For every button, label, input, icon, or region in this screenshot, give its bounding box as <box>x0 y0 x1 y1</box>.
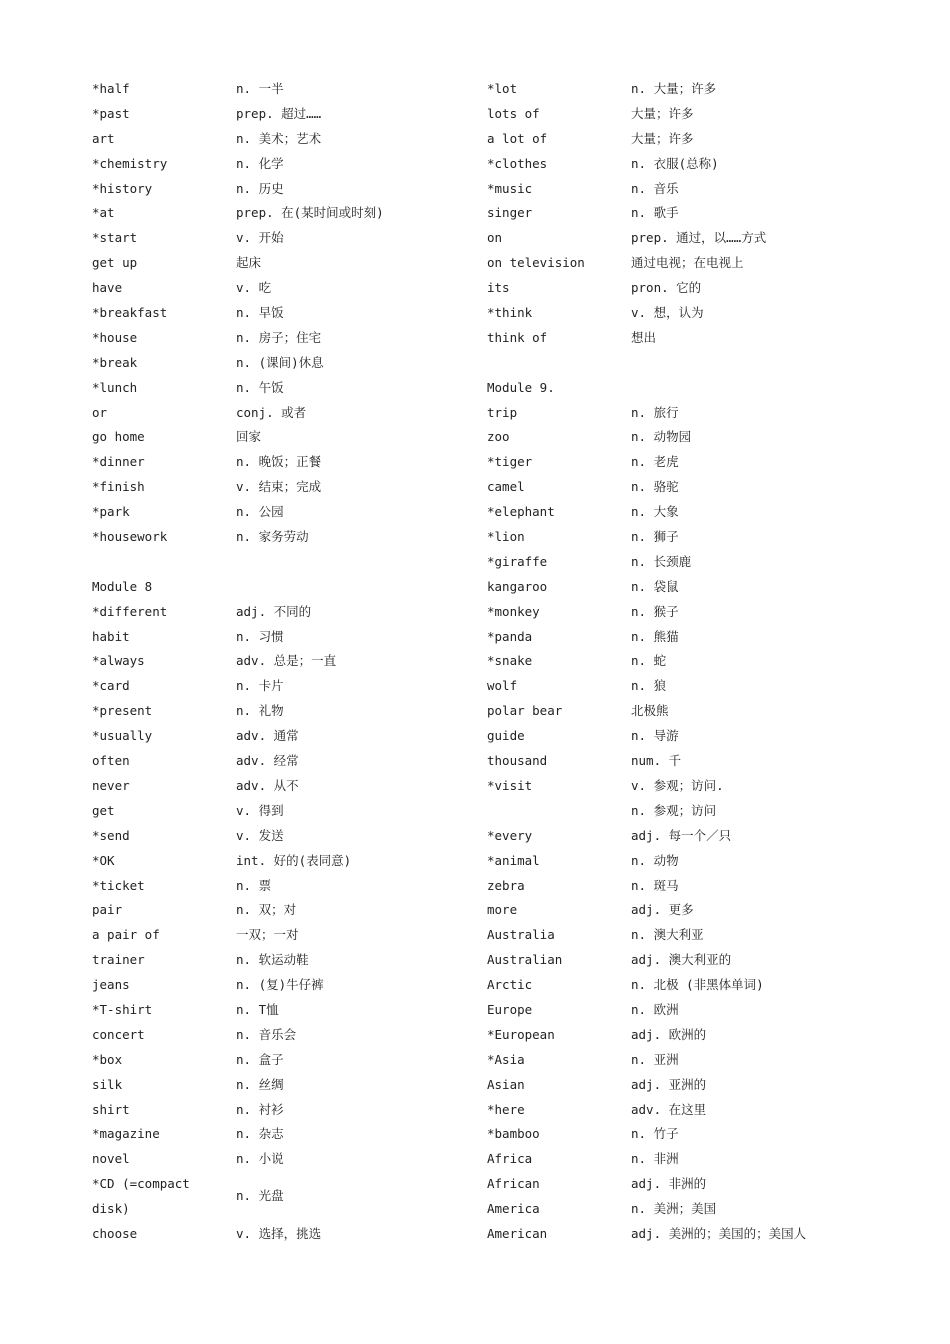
vocab-row <box>487 475 887 500</box>
vocab-definition: v. 吃 <box>236 280 272 296</box>
vocab-word: habit <box>92 628 130 644</box>
vocab-row <box>487 874 887 899</box>
vocab-definition: n. 历史 <box>236 180 284 196</box>
vocab-definition: n. 大象 <box>631 504 679 520</box>
blank-row <box>92 550 492 575</box>
vocab-definition: n. 旅行 <box>631 404 679 420</box>
vocab-word: trip <box>487 404 518 420</box>
vocab-definition: n. 卡片 <box>236 678 284 694</box>
vocab-row <box>92 1073 492 1098</box>
vocab-word: on television <box>487 255 585 271</box>
vocab-word: *elephant <box>487 504 555 520</box>
vocab-word: *send <box>92 827 130 843</box>
vocab-row <box>92 226 492 251</box>
vocab-word: think of <box>487 329 548 345</box>
vocab-definition: n. 非洲 <box>631 1151 679 1167</box>
vocab-definition: v. 想，认为 <box>631 305 704 321</box>
vocab-row <box>92 376 492 401</box>
vocab-word: Asian <box>487 1076 525 1092</box>
vocab-definition: n. 欧洲 <box>631 1001 679 1017</box>
vocab-word: have <box>92 280 123 296</box>
vocab-row <box>487 201 887 226</box>
vocab-definition: n. 动物 <box>631 852 679 868</box>
vocab-row <box>487 898 887 923</box>
vocab-word: *chemistry <box>92 155 168 171</box>
vocab-definition: n. (复)牛仔裤 <box>236 977 324 993</box>
vocab-row <box>92 1172 492 1222</box>
vocab-word: more <box>487 902 518 918</box>
vocab-row <box>92 724 492 749</box>
vocab-definition: n. 化学 <box>236 155 284 171</box>
vocab-definition: prep. 超过…… <box>236 105 322 121</box>
vocab-definition: n. 亚洲 <box>631 1051 679 1067</box>
vocab-definition: n. 骆驼 <box>631 479 679 495</box>
vocab-row <box>92 152 492 177</box>
vocab-word: polar bear <box>487 703 563 719</box>
vocab-row <box>92 749 492 774</box>
vocab-row <box>487 450 887 475</box>
vocab-word: *magazine <box>92 1126 160 1142</box>
vocab-row <box>92 450 492 475</box>
vocab-definition: v. 发送 <box>236 827 284 843</box>
vocab-row <box>487 1197 887 1222</box>
vocab-word: never <box>92 777 130 793</box>
vocab-row <box>487 177 887 202</box>
vocab-word: lots of <box>487 105 540 121</box>
vocab-definition: n. 蛇 <box>631 653 667 669</box>
vocab-word: *bamboo <box>487 1126 540 1142</box>
vocab-definition: adj. 更多 <box>631 902 694 918</box>
vocab-word: *visit <box>487 777 533 793</box>
vocab-row <box>487 973 887 998</box>
vocab-word: *start <box>92 230 138 246</box>
vocab-definition: 北极熊 <box>631 703 669 719</box>
vocab-word: American <box>487 1225 548 1241</box>
vocab-definition: n. 音乐 <box>631 180 679 196</box>
vocab-row <box>92 177 492 202</box>
vocab-word: *tiger <box>487 454 533 470</box>
vocab-row <box>92 475 492 500</box>
vocab-word: *think <box>487 305 533 321</box>
vocab-row <box>487 600 887 625</box>
vocab-row <box>487 525 887 550</box>
vocab-word: *always <box>92 653 145 669</box>
vocab-row <box>487 625 887 650</box>
vocab-word: *housework <box>92 529 168 545</box>
vocab-definition: n. 斑马 <box>631 877 679 893</box>
vocab-word: choose <box>92 1225 138 1241</box>
vocab-definition: n. 票 <box>236 877 272 893</box>
vocab-definition: n. 导游 <box>631 728 679 744</box>
vocab-definition: prep. 在(某时间或时刻) <box>236 205 384 221</box>
vocab-definition: n. 长颈鹿 <box>631 553 692 569</box>
vocab-word: kangaroo <box>487 578 548 594</box>
vocab-row <box>92 649 492 674</box>
vocab-definition: n. 澳大利亚 <box>631 927 704 943</box>
vocab-row <box>487 77 887 102</box>
vocab-word: singer <box>487 205 533 221</box>
vocab-row <box>92 824 492 849</box>
vocab-definition: adj. 不同的 <box>236 603 312 619</box>
vocab-row <box>92 401 492 426</box>
vocab-word: *box <box>92 1051 123 1067</box>
vocab-word: *monkey <box>487 603 540 619</box>
vocab-definition: n. 猴子 <box>631 603 679 619</box>
vocab-word: *house <box>92 329 138 345</box>
vocab-definition: conj. 或者 <box>236 404 307 420</box>
vocab-word: *ticket <box>92 877 145 893</box>
vocab-definition: int. 好的(表同意) <box>236 852 352 868</box>
vocab-row <box>487 824 887 849</box>
vocab-row <box>487 425 887 450</box>
vocab-row <box>92 1023 492 1048</box>
vocab-word: jeans <box>92 977 130 993</box>
vocab-word: *park <box>92 504 130 520</box>
vocab-row <box>92 1122 492 1147</box>
vocab-row <box>92 600 492 625</box>
vocab-definition: n. (课间)休息 <box>236 354 324 370</box>
vocab-word: *present <box>92 703 153 719</box>
vocab-row <box>487 799 887 824</box>
vocab-row <box>92 998 492 1023</box>
vocab-word: *European <box>487 1026 555 1042</box>
vocab-row <box>487 649 887 674</box>
vocab-definition: n. 衬衫 <box>236 1101 284 1117</box>
vocab-definition: n. 公园 <box>236 504 284 520</box>
vocab-row <box>92 301 492 326</box>
vocab-definition: pron. 它的 <box>631 280 702 296</box>
vocab-word: Australia <box>487 927 555 943</box>
vocab-row <box>487 1222 887 1247</box>
vocab-word: art <box>92 130 115 146</box>
vocab-word: *breakfast <box>92 305 168 321</box>
vocab-definition: n. 家务劳动 <box>236 529 309 545</box>
vocab-word: *lot <box>487 81 518 96</box>
vocab-row <box>92 425 492 450</box>
vocab-definition: n. 歌手 <box>631 205 679 221</box>
vocab-word: concert <box>92 1026 145 1042</box>
vocab-definition: num. 千 <box>631 753 682 769</box>
vocab-definition: n. T恤 <box>236 1001 279 1017</box>
vocab-row <box>92 326 492 351</box>
vocab-definition: n. 小说 <box>236 1151 284 1167</box>
vocab-word: thousand <box>487 753 548 769</box>
vocab-row <box>92 500 492 525</box>
vocab-row <box>487 1147 887 1172</box>
vocab-row <box>487 1098 887 1123</box>
vocab-word: *different <box>92 603 168 619</box>
vocab-definition: n. 动物园 <box>631 429 692 445</box>
vocab-word: *history <box>92 180 153 196</box>
vocab-word: *here <box>487 1101 525 1117</box>
vocab-definition: adv. 从不 <box>236 777 299 793</box>
vocab-definition: adj. 每一个／只 <box>631 827 732 843</box>
vocab-definition: n. 狮子 <box>631 529 679 545</box>
vocab-definition: n. 丝绸 <box>236 1076 284 1092</box>
vocab-word: Europe <box>487 1001 533 1017</box>
vocab-row <box>92 1222 492 1247</box>
vocab-row <box>92 1048 492 1073</box>
vocab-definition: 通过电视；在电视上 <box>631 255 744 271</box>
vocab-row <box>487 276 887 301</box>
vocab-definition: n. 一半 <box>236 81 284 96</box>
vocab-word: or <box>92 404 108 420</box>
vocab-row <box>92 525 492 550</box>
vocab-definition: n. 软运动鞋 <box>236 952 309 968</box>
vocab-definition: v. 参观；访问. <box>631 777 724 793</box>
vocab-word: *clothes <box>487 155 548 171</box>
module-heading <box>487 376 887 401</box>
vocab-word: *T-shirt <box>92 1001 153 1017</box>
vocab-row <box>487 301 887 326</box>
vocab-definition: adj. 非洲的 <box>631 1176 707 1192</box>
vocab-row <box>92 948 492 973</box>
vocab-row <box>487 326 887 351</box>
vocab-word: its <box>487 280 510 296</box>
vocab-word: *animal <box>487 852 540 868</box>
vocab-row <box>487 1122 887 1147</box>
vocab-word: *usually <box>92 728 153 744</box>
vocab-word: *giraffe <box>487 553 548 569</box>
vocab-word: zoo <box>487 429 510 445</box>
vocab-word: America <box>487 1201 540 1217</box>
vocab-row <box>487 401 887 426</box>
vocab-row <box>92 799 492 824</box>
vocab-definition: n. 习惯 <box>236 628 284 644</box>
vocab-word: on <box>487 230 503 246</box>
vocab-definition: 大量；许多 <box>631 105 694 121</box>
vocab-definition: v. 开始 <box>236 230 284 246</box>
vocab-definition: adv. 总是；一直 <box>236 653 337 669</box>
vocab-row <box>487 699 887 724</box>
vocab-definition: n. 美术；艺术 <box>236 130 322 146</box>
vocab-definition: 起床 <box>236 255 262 271</box>
vocab-definition: n. 晚饭；正餐 <box>236 454 322 470</box>
vocab-word: *CD (=compact disk) <box>92 1176 190 1217</box>
vocab-definition: 想出 <box>631 329 657 345</box>
vocab-row <box>92 276 492 301</box>
vocab-definition: n. 狼 <box>631 678 667 694</box>
vocab-row <box>487 774 887 799</box>
vocab-word: a lot of <box>487 130 548 146</box>
vocab-definition: n. 房子；住宅 <box>236 329 322 345</box>
vocab-definition: n. 杂志 <box>236 1126 284 1142</box>
vocab-definition: v. 结束；完成 <box>236 479 322 495</box>
vocab-word: pair <box>92 902 123 918</box>
vocab-row <box>487 1023 887 1048</box>
vocab-definition: adv. 经常 <box>236 753 299 769</box>
vocab-row <box>487 1073 887 1098</box>
vocab-definition: n. 双；对 <box>236 902 297 918</box>
vocab-word: *lunch <box>92 379 138 395</box>
vocab-word: get up <box>92 255 138 271</box>
vocab-definition: 回家 <box>236 429 262 445</box>
vocab-row <box>487 1048 887 1073</box>
vocab-row <box>92 251 492 276</box>
vocab-definition: n. 熊猫 <box>631 628 679 644</box>
vocab-definition: n. 衣服(总称) <box>631 155 719 171</box>
vocab-row <box>487 724 887 749</box>
vocab-word: trainer <box>92 952 145 968</box>
vocab-row <box>92 1147 492 1172</box>
vocab-row <box>487 152 887 177</box>
vocab-row <box>487 674 887 699</box>
vocab-definition: n. 竹子 <box>631 1126 679 1142</box>
vocab-definition: adj. 美洲的；美国的；美国人 <box>631 1225 807 1241</box>
vocab-definition: n. 光盘 <box>236 1188 284 1204</box>
vocab-word: wolf <box>487 678 518 694</box>
vocab-row <box>92 849 492 874</box>
vocab-row <box>487 226 887 251</box>
vocab-word: *panda <box>487 628 533 644</box>
vocab-word: *lion <box>487 529 525 545</box>
vocab-word: Australian <box>487 952 563 968</box>
vocab-word: *break <box>92 354 138 370</box>
vocab-row <box>487 749 887 774</box>
vocab-row <box>92 102 492 127</box>
vocab-definition: n. 袋鼠 <box>631 578 679 594</box>
vocab-row <box>92 898 492 923</box>
vocab-word: *card <box>92 678 130 694</box>
module-title: Module 9. <box>487 379 555 395</box>
vocab-definition: n. 音乐会 <box>236 1026 297 1042</box>
vocab-word: *past <box>92 105 130 121</box>
module-title: Module 8 <box>92 578 153 594</box>
vocab-definition: n. 参观；访问 <box>631 802 717 818</box>
vocab-row <box>487 251 887 276</box>
vocab-word: go home <box>92 429 145 445</box>
vocab-row <box>92 77 492 102</box>
vocab-row <box>92 351 492 376</box>
vocab-row <box>487 500 887 525</box>
vocab-definition: n. 礼物 <box>236 703 284 719</box>
vocab-row <box>92 923 492 948</box>
vocab-row <box>92 625 492 650</box>
vocab-row <box>487 998 887 1023</box>
vocab-definition: n. 老虎 <box>631 454 679 470</box>
vocab-definition: adj. 亚洲的 <box>631 1076 707 1092</box>
vocab-row <box>92 1098 492 1123</box>
vocab-row <box>92 973 492 998</box>
vocab-definition: 一双；一对 <box>236 927 299 943</box>
vocab-row <box>487 948 887 973</box>
vocab-word: *OK <box>92 852 115 868</box>
vocab-word: *every <box>487 827 533 843</box>
vocab-row <box>92 774 492 799</box>
vocab-row <box>92 699 492 724</box>
vocab-word: *music <box>487 180 533 196</box>
vocab-row <box>487 923 887 948</box>
vocab-word: zebra <box>487 877 525 893</box>
vocab-definition: v. 选择，挑选 <box>236 1225 322 1241</box>
vocab-word: guide <box>487 728 525 744</box>
vocab-definition: adj. 欧洲的 <box>631 1026 707 1042</box>
vocab-word: silk <box>92 1076 123 1092</box>
vocab-word: Arctic <box>487 977 533 993</box>
vocab-definition: prep. 通过，以……方式 <box>631 230 767 246</box>
vocab-row <box>487 849 887 874</box>
right-column <box>487 77 887 1247</box>
vocab-row <box>487 102 887 127</box>
vocab-row <box>92 874 492 899</box>
vocab-definition: n. 午饭 <box>236 379 284 395</box>
vocab-row <box>92 674 492 699</box>
vocab-word: *at <box>92 205 115 221</box>
vocab-row <box>92 127 492 152</box>
vocab-word: *Asia <box>487 1051 525 1067</box>
vocab-definition: adj. 澳大利亚的 <box>631 952 732 968</box>
vocab-definition: adv. 在这里 <box>631 1101 707 1117</box>
vocab-word: a pair of <box>92 927 160 943</box>
left-column <box>92 77 492 1247</box>
vocab-word: *half <box>92 81 130 96</box>
vocab-definition: adv. 通常 <box>236 728 299 744</box>
vocab-word: Africa <box>487 1151 533 1167</box>
vocab-definition: n. 盒子 <box>236 1051 284 1067</box>
vocab-row <box>487 1172 887 1197</box>
vocab-definition: n. 大量；许多 <box>631 81 717 96</box>
vocab-word: novel <box>92 1151 130 1167</box>
vocab-word: African <box>487 1176 540 1192</box>
vocab-row <box>487 127 887 152</box>
vocab-word: camel <box>487 479 525 495</box>
vocab-word: often <box>92 753 130 769</box>
vocab-definition: n. 北极 (非黑体单词) <box>631 977 764 993</box>
vocab-row <box>487 550 887 575</box>
vocab-word: *finish <box>92 479 145 495</box>
vocab-word: shirt <box>92 1101 130 1117</box>
vocab-word: *dinner <box>92 454 145 470</box>
vocab-definition: v. 得到 <box>236 802 284 818</box>
vocab-word: *snake <box>487 653 533 669</box>
vocab-word: get <box>92 802 115 818</box>
vocab-definition: n. 美洲；美国 <box>631 1201 717 1217</box>
vocab-row <box>92 201 492 226</box>
module-heading <box>92 575 492 600</box>
blank-row <box>487 351 887 376</box>
vocab-definition: n. 早饭 <box>236 305 284 321</box>
vocab-row <box>487 575 887 600</box>
vocab-definition: 大量；许多 <box>631 130 694 146</box>
